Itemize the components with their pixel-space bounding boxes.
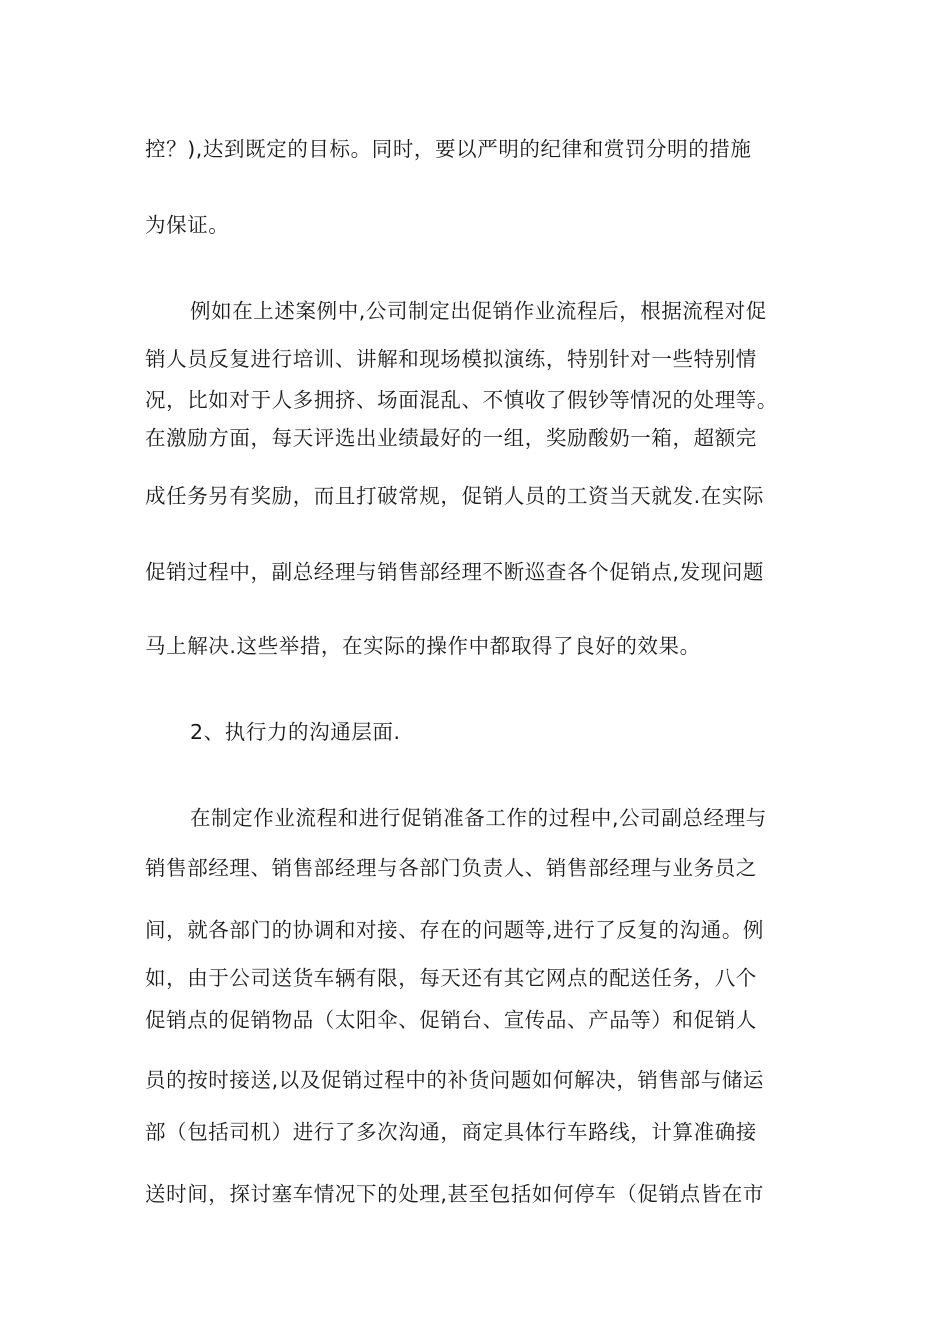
text-line: 销售部经理、销售部经理与各部门负责人、销售部经理与业务员之 bbox=[145, 856, 757, 880]
text-line: 销人员反复进行培训、讲解和现场模拟演练，特别针对一些特别情 bbox=[145, 347, 757, 371]
text-line: 成任务另有奖励，而且打破常规，促销人员的工资当天就发.在实际 bbox=[145, 484, 765, 508]
text-line: 在激励方面，每天评选出业绩最好的一组，奖励酸奶一箱，超额完 bbox=[145, 426, 757, 450]
text-line: 为保证。 bbox=[145, 213, 230, 237]
text-line: 马上解决.这些举措，在实际的操作中都取得了良好的效果。 bbox=[145, 634, 701, 658]
text-line: 控？),达到既定的目标。同时，要以严明的纪律和赏罚分明的措施 bbox=[145, 137, 752, 161]
text-line: 送时间，探讨塞车情况下的处理,甚至包括如何停车（促销点皆在市 bbox=[145, 1182, 765, 1206]
paragraph-first-line: 例如在上述案例中,公司制定出促销作业流程后，根据流程对促 bbox=[190, 299, 767, 323]
text-line: 间，就各部门的协调和对接、存在的问题等,进行了反复的沟通。例 bbox=[145, 918, 765, 942]
text-line: 如，由于公司送货车辆有限，每天还有其它网点的配送任务，八个 bbox=[145, 966, 757, 990]
text-line: 员的按时接送,以及促销过程中的补货问题如何解决，销售部与储运 bbox=[145, 1068, 765, 1092]
text-line: 况，比如对于人多拥挤、场面混乱、不慎收了假钞等情况的处理等。 bbox=[145, 388, 778, 412]
section-heading: 2、执行力的沟通层面. bbox=[190, 720, 401, 744]
paragraph-first-line: 在制定作业流程和进行促销准备工作的过程中,公司副总经理与 bbox=[190, 806, 767, 830]
text-line: 促销过程中，副总经理与销售部经理不断巡查各个促销点,发现问题 bbox=[145, 560, 765, 584]
text-line: 促销点的促销物品（太阳伞、促销台、宣传品、产品等）和促销人 bbox=[145, 1008, 757, 1032]
text-line: 部（包括司机）进行了多次沟通，商定具体行车路线，计算准确接 bbox=[145, 1120, 757, 1144]
